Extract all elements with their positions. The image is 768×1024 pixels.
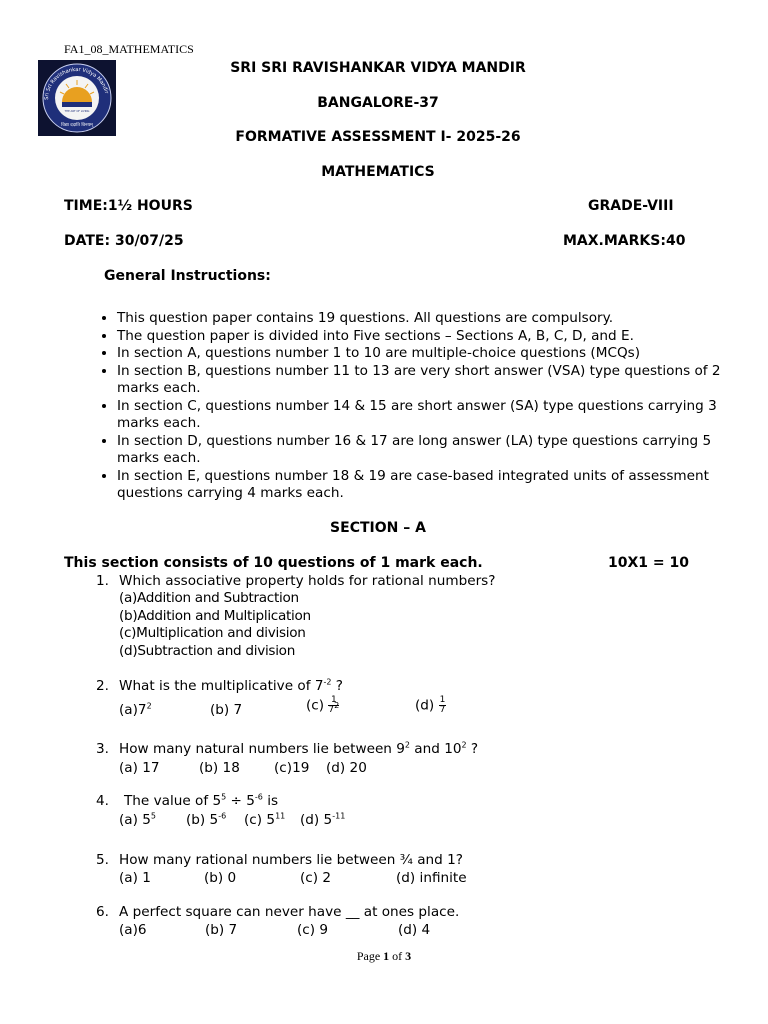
question-6-option-b: (b) 7	[205, 922, 238, 938]
question-6-text: A perfect square can never have __ at ones place.	[119, 904, 460, 920]
logo-ring-text: Sri Sri Ravishankar Vidya Mandir	[43, 66, 110, 101]
question-6-number: 6.	[96, 904, 109, 920]
exam-time: TIME:1½ HOURS	[64, 198, 193, 214]
question-1-text: Which associative property holds for rational numbers?	[119, 573, 496, 589]
fraction: $\frac{1}{7}$	[439, 695, 446, 715]
max-marks: MAX.MARKS:40	[563, 233, 686, 249]
subject-title: MATHEMATICS	[321, 164, 435, 180]
section-a-title: SECTION – A	[330, 520, 426, 536]
question-5-number: 5.	[96, 852, 109, 868]
question-2-option-b: (b) 7	[210, 702, 243, 718]
question-5-option-a: (a) 1	[119, 870, 151, 886]
instruction-item: • In section E, questions number 18 & 19 are case-based integrated units of assessment questions carrying 4 marks each.	[117, 468, 737, 503]
instructions-list	[92, 310, 737, 503]
question-5-option-c: (c) 2	[300, 870, 332, 886]
section-a-marks: 10X1 = 10	[608, 555, 689, 571]
question-4-option-a: (a) $5^5$	[119, 811, 157, 828]
option-a: (a)Addition and Subtraction	[119, 590, 299, 606]
question-2-option-c: (c) $\frac{1}{7^2}$	[306, 695, 340, 715]
instruction-item: • In section A, questions number 1 to 10 are multiple-choice questions (MCQs)	[117, 345, 737, 363]
logo-motto: विद्या ददाति विनयम्	[61, 123, 93, 128]
document-code: FA1_08_MATHEMATICS	[64, 42, 194, 56]
section-a-description: This section consists of 10 questions of 1 mark each.	[64, 555, 483, 571]
question-3-text: How many natural numbers lie between $9^2$ and $10^2$ ?	[119, 740, 479, 757]
page-number: Page 1 of 3	[356, 949, 412, 963]
option-c: (c)Multiplication and division	[119, 625, 306, 642]
exam-date: DATE: 30/07/25	[64, 233, 184, 249]
question-4-option-c: (c) $5^{11}$	[244, 811, 286, 828]
question-6-option-a: (a)6	[119, 922, 147, 938]
question-3-option-b: (b) 18	[199, 760, 240, 776]
grade: GRADE-VIII	[588, 198, 674, 214]
question-4-text: The value of $5^5 \div 5^{-6}$ is	[124, 792, 279, 809]
school-city: BANGALORE-37	[317, 95, 439, 111]
instruction-item: • This question paper contains 19 questions. All questions are compulsory.	[117, 310, 737, 328]
exam-title: FORMATIVE ASSESSMENT I- 2025-26	[235, 129, 521, 145]
question-3-option-d: (d) 20	[326, 760, 367, 776]
logo-inner-text: THE ART OF LIVING	[64, 110, 90, 113]
question-6-option-d: (d) 4	[398, 922, 431, 938]
question-4-number: 4.	[96, 793, 109, 809]
question-5-option-d: (d) infinite	[396, 870, 467, 886]
question-2-option-d: (d) $\frac{1}{7}$	[415, 695, 446, 715]
instruction-item: • In section B, questions number 11 to 13 are very short answer (VSA) type questions of 2 marks each.	[117, 363, 737, 398]
instruction-item: • The question paper is divided into Five sections – Sections A, B, C, D, and E.	[117, 328, 737, 346]
question-2-option-a: $(a)7^2$	[119, 701, 152, 718]
question-1-number: 1.	[96, 573, 109, 589]
option-b: (b)Addition and Multiplication	[119, 607, 311, 624]
question-2-number: 2.	[96, 678, 109, 694]
question-6-option-c: (c) 9	[297, 922, 329, 938]
fraction: $\frac{1}{7^2}$	[328, 695, 340, 715]
question-4-option-d: (d) $5^{-11}$	[300, 811, 346, 828]
question-4-option-b: (b) $5^{-6}$	[186, 811, 227, 828]
school-name: SRI SRI RAVISHANKAR VIDYA MANDIR	[230, 60, 526, 76]
option-d: (d)Subtraction and division	[119, 642, 296, 659]
question-5-option-b: (b) 0	[204, 870, 237, 886]
question-3-option-a: (a) 17	[119, 760, 160, 776]
instruction-item: • In section C, questions number 14 & 15 are short answer (SA) type questions carrying 3 marks each.	[117, 398, 737, 433]
instructions-title: General Instructions:	[104, 268, 271, 284]
question-3-option-c: (c)19	[274, 760, 310, 776]
question-2-text: What is the multiplicative of $7^{-2}$ ?	[119, 677, 344, 694]
question-3-number: 3.	[96, 741, 109, 757]
instruction-item: • In section D, questions number 16 & 17 are long answer (LA) type questions carrying 5 marks each.	[117, 433, 737, 468]
question-1-options	[119, 590, 311, 660]
question-5-text: How many rational numbers lie between ¾ and 1?	[119, 852, 463, 868]
